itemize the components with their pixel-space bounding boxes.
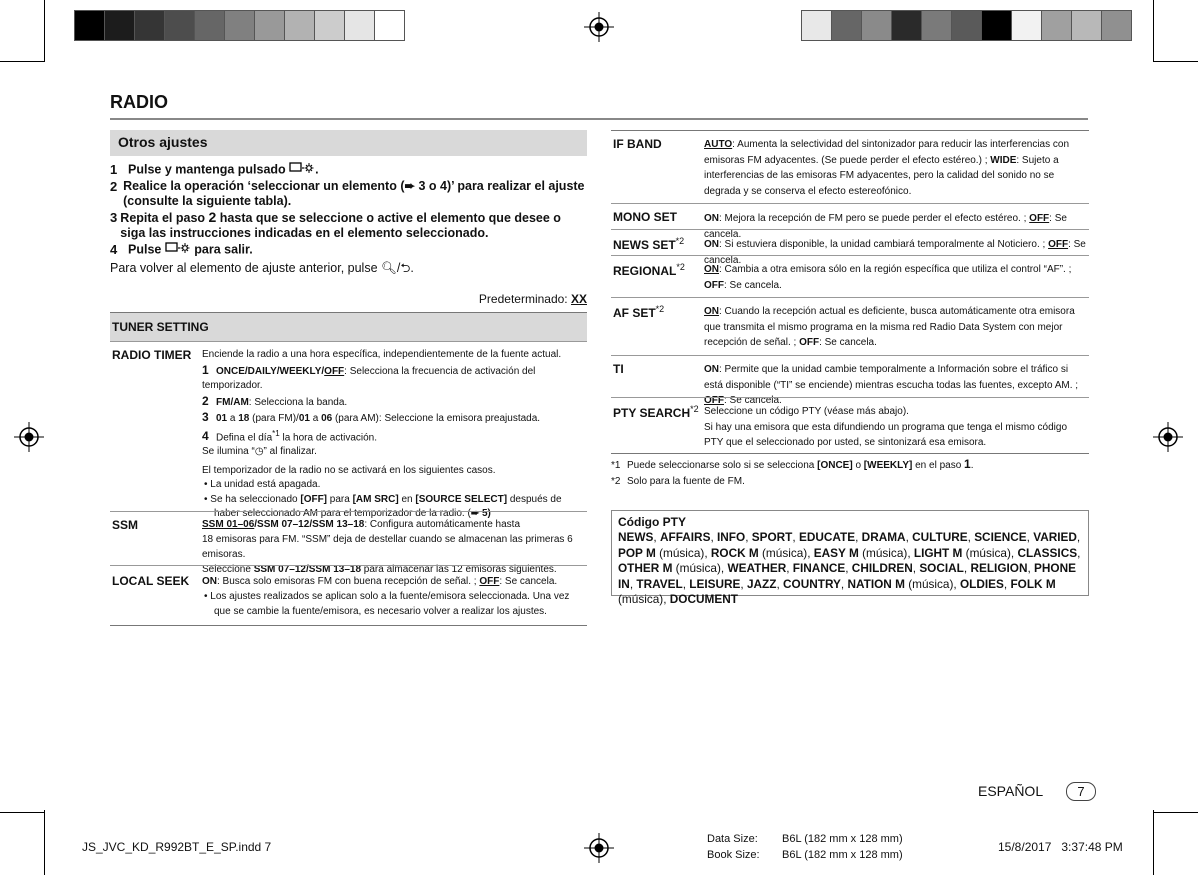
row-description: AUTO: Aumenta la selectividad del sintonizador para reducir las interferencias con emisoras FM adyacentes. (Se puede perder el efecto estéreo.) ; WIDE: Sujeto a interferencias de las emisoras FM adyacentes, pero la calidad del sonido no se degrada y se conserva el efecto estereofónico.: [704, 139, 1070, 197]
color-swatch: [225, 11, 255, 40]
row-label: NEWS SET$^{*2}$: [613, 236, 685, 252]
row-description: SSM 01–06/SSM 07–12/SSM 13–18: Configura automáticamente hasta 18 emisoras para FM. “SSM” deja de destellar cuando se almacenan las primeras 6 emisoras. Seleccione SSM 07–12/SSM 13–18 para almacenar las 12 emisoras siguientes.: [202, 519, 573, 575]
pty-code: EDUCATE: [798, 530, 856, 544]
crop-mark: [1154, 812, 1198, 813]
crop-mark: [1153, 810, 1154, 875]
print-timestamp: 15/8/2017 3:37:48 PM: [998, 840, 1123, 854]
pty-code: PHONE IN: [618, 561, 1076, 591]
step-text: Realice la operación ‘seleccionar un elemento (➨ 3 o 4)’ para realizar el ajuste (consulte la siguiente tabla).: [123, 178, 585, 208]
pty-code-separator: ,: [905, 530, 913, 544]
pty-code-separator: ,: [1026, 530, 1034, 544]
step-item: [110, 162, 585, 179]
pty-code: OTHER M: [618, 561, 673, 575]
color-swatch: [832, 11, 862, 40]
row-label: PTY SEARCH$^{*2}$: [613, 404, 699, 420]
default-note: Predeterminado: XX: [478, 292, 587, 306]
color-bar-right: [801, 10, 1132, 41]
registration-mark-icon: [1153, 422, 1183, 452]
pty-code: FOLK M: [1010, 576, 1056, 591]
color-swatch: [105, 11, 135, 40]
footnote-2: *2 Solo para la fuente de FM.: [611, 476, 745, 487]
pty-code: LIGHT M: [913, 545, 963, 560]
pty-code-separator: (música),: [618, 592, 670, 606]
pty-code: INFO: [717, 530, 746, 544]
registration-mark-icon: [584, 12, 614, 42]
table-row-ti: [611, 355, 1089, 406]
data-size-label: Data Size:: [707, 833, 758, 845]
table-row-local-seek: [110, 565, 587, 624]
footnote-1: *1 Puede seleccionarse solo si se selecciona [ONCE] o [WEEKLY] en el paso 1.: [611, 457, 974, 471]
pty-code-separator: ,: [1077, 545, 1081, 560]
book-size-label: Book Size:: [707, 849, 760, 861]
pty-code-separator: ,: [682, 576, 690, 591]
row-description: ON: Cuando la recepción actual es deficiente, busca automáticamente otra emisora que transmita el mismo programa en la misma red Radio Data System con mejor recepción de señal. ; OFF: Se cancela.: [704, 306, 1075, 348]
color-swatch: [165, 11, 195, 40]
pty-code-separator: ,: [912, 561, 920, 575]
table-header: [110, 313, 587, 341]
row-label: TI: [613, 362, 624, 376]
pty-code-separator: ,: [710, 530, 717, 544]
pty-code-separator: (música),: [758, 545, 814, 560]
footnotes: [611, 456, 1089, 490]
color-swatch: [1012, 11, 1042, 40]
step-text: Repita el paso 2 hasta que se seleccione o active el elemento que desee o siga las instrucciones indicadas en el elemento seleccionado.: [120, 208, 561, 240]
row-label: LOCAL SEEK: [112, 574, 190, 588]
row-description: ON: Permite que la unidad cambie temporalmente a Información sobre el tráfico si está disponible (“TI” se enciende) mientras escucha todas las fuentes, excepto AM. ; OFF: Se cancela.: [704, 364, 1079, 406]
table-row-regional: [611, 255, 1089, 298]
color-swatch: [862, 11, 892, 40]
pty-code-separator: ,: [786, 561, 793, 575]
print-file-name: JS_JVC_KD_R992BT_E_SP.indd 7: [82, 840, 272, 854]
pty-code-separator: ,: [745, 530, 752, 544]
section-rule: [110, 118, 1088, 120]
book-size-value: B6L (182 mm x 128 mm): [782, 849, 903, 861]
row-description: ON: Si estuviera disponible, la unidad cambiará temporalmente al Noticiero. ; OFF: Se cancela.: [704, 239, 1086, 266]
table-header-label: TUNER SETTING: [112, 320, 209, 334]
row-description: ON: Cambia a otra emisora sólo en la región específica que utiliza el control “AF”. ; OFF: Se cancela.: [704, 264, 1072, 291]
pty-code-separator: (música),: [672, 561, 728, 575]
table-row-radio-timer: [110, 341, 587, 520]
table-row-if-band: [611, 131, 1089, 201]
pty-code: RELIGION: [970, 561, 1028, 575]
row-description: Seleccione un código PTY (véase más abajo). Si hay una emisora que esta difundiendo un programa que tenga el mismo código PTY que el seleccionado por usted, se sintonizará esa emisora.: [704, 406, 1068, 448]
row-label: AF SET$^{*2}$: [613, 304, 665, 320]
row-description: Enciende la radio a una hora específica, independientemente de la fuente actual. 1 ONCE/DAILY/WEEKLY/OFF: Selecciona la frecuencia de activación del temporizador. 2 FM/AM: Selecciona la banda. 3 01 a 18 (para FM)/01 a 06 (para AM): Seleccione la emisora preajustada. 4 Defina el día$^{*1}$ la hora de activación. Se ilumina “◷” al finalizar. El temporizador de la radio no se activará en los siguientes casos. • La unidad está apagada. • Se ha seleccionado [OFF] para [AM SRC] en [SOURCE SELECT] después de haber seleccionado AM para el temporizador de la radio. (➨ 5): [202, 349, 562, 520]
color-swatch: [195, 11, 225, 40]
pty-code: SCIENCE: [974, 530, 1027, 544]
pty-code-separator: ,: [840, 576, 848, 591]
pty-code-separator: ,: [963, 561, 971, 575]
pty-code-separator: ,: [1003, 576, 1011, 591]
subsection-title: Otros ajustes: [118, 134, 208, 150]
settings-table-right: [611, 130, 1089, 454]
color-swatch: [75, 11, 105, 40]
return-note: Para volver al elemento de ajuste anterior, pulse 🔍︎/⮌.: [110, 261, 414, 275]
page-language: ESPAÑOL: [978, 783, 1044, 799]
crop-mark: [0, 61, 44, 62]
pty-code: LEISURE: [689, 576, 741, 591]
pty-code: COUNTRY: [783, 576, 841, 591]
pty-code: JAZZ: [746, 576, 777, 591]
search-icon: 🔍︎: [381, 261, 397, 275]
pty-code: SPORT: [751, 530, 793, 544]
display-setup-icon: [165, 242, 191, 259]
pty-code: DRAMA: [861, 530, 906, 544]
row-description: ON: Busca solo emisoras FM con buena recepción de señal. ; OFF: Se cancela. • Los ajustes realizados se aplican solo a la fuente/emisora seleccionada. Una vez que se cambie la fuente/emisora, es necesario volver a realizar los ajustes.: [202, 576, 570, 617]
pty-code: SOCIAL: [919, 561, 964, 575]
row-label: RADIO TIMER: [112, 348, 192, 362]
data-size-value: B6L (182 mm x 128 mm): [782, 833, 903, 845]
pty-code: CULTURE: [912, 530, 968, 544]
table-row-news-set: [611, 229, 1089, 266]
back-icon: ⮌: [400, 261, 411, 275]
color-swatch: [982, 11, 1012, 40]
pty-code-separator: (música),: [904, 576, 960, 591]
pty-code: CLASSICS: [1017, 545, 1078, 560]
color-swatch: [135, 11, 165, 40]
pty-code: FINANCE: [792, 561, 846, 575]
row-description: ON: Mejora la recepción de FM pero se puede perder el efecto estéreo. ; OFF: Se cancela.: [704, 213, 1067, 240]
pty-code-separator: ,: [855, 530, 862, 544]
row-label: REGIONAL$^{*2}$: [613, 262, 685, 278]
step-item: [110, 242, 585, 259]
crop-mark: [1154, 61, 1198, 62]
pty-code-separator: (música),: [655, 545, 711, 560]
pty-code-separator: ,: [792, 530, 799, 544]
color-swatch: [375, 11, 404, 40]
color-swatch: [892, 11, 922, 40]
color-swatch: [315, 11, 345, 40]
tuner-setting-table: [110, 312, 587, 626]
pty-code: POP M: [618, 545, 656, 560]
row-label: SSM: [112, 518, 139, 532]
step-item: [110, 179, 585, 210]
crop-mark: [44, 0, 45, 62]
row-label: IF BAND: [613, 137, 662, 151]
crop-mark: [1153, 0, 1154, 62]
pty-code: TRAVEL: [636, 576, 683, 591]
color-swatch: [1102, 11, 1131, 40]
row-label: MONO SET: [613, 210, 678, 224]
pty-code-list: [618, 530, 1084, 608]
color-swatch: [285, 11, 315, 40]
pty-code: NEWS: [618, 530, 654, 544]
pty-code-separator: ,: [1027, 561, 1035, 575]
page-number: 7: [1066, 782, 1096, 801]
pty-code: OLDIES: [959, 576, 1004, 591]
table-row-mono-set: [611, 203, 1089, 240]
crop-mark: [0, 812, 44, 813]
step-item: [110, 210, 585, 242]
pty-code-separator: ,: [740, 576, 747, 591]
pty-code-separator: ,: [629, 576, 637, 591]
step-text: Pulse para salir.: [128, 242, 253, 257]
arrow-right-icon: ➨: [404, 178, 419, 193]
pty-code: ROCK M: [710, 545, 759, 560]
pty-code-separator: (música),: [962, 545, 1018, 560]
clock-icon: ◷: [254, 446, 264, 458]
step-number: 4: [110, 241, 118, 257]
color-swatch: [802, 11, 832, 40]
registration-mark-icon: [14, 422, 44, 452]
steps-list: [110, 162, 585, 277]
color-swatch: [922, 11, 952, 40]
pty-box-title: Código PTY: [618, 515, 686, 529]
pty-code: EASY M: [813, 545, 859, 560]
pty-code: DOCUMENT: [669, 592, 738, 606]
pty-code-separator: ,: [1076, 530, 1081, 544]
pty-code: WEATHER: [727, 561, 787, 575]
pty-code: CHILDREN: [851, 561, 913, 575]
pty-code-separator: (música),: [858, 545, 914, 560]
section-title: RADIO: [110, 92, 168, 112]
color-swatch: [255, 11, 285, 40]
display-setup-icon: [289, 162, 315, 179]
pty-code: AFFAIRS: [659, 530, 711, 544]
step-text: Pulse y mantenga pulsado .: [128, 162, 319, 177]
step-number: 3: [110, 209, 118, 225]
color-swatch: [1042, 11, 1072, 40]
pty-code-box: [611, 510, 1089, 606]
color-swatch: [1072, 11, 1102, 40]
pty-code-separator: ,: [776, 576, 784, 591]
pty-code-separator: ,: [967, 530, 975, 544]
table-row-pty-search: [611, 397, 1089, 452]
pty-code: VARIED: [1033, 530, 1077, 544]
crop-mark: [44, 810, 45, 875]
subsection-header: [110, 130, 587, 156]
color-swatch: [345, 11, 375, 40]
table-row-af-set: [611, 297, 1089, 356]
pty-code-separator: ,: [653, 530, 660, 544]
arrow-right-icon: ➨: [470, 508, 482, 520]
step-number: 2: [110, 178, 118, 194]
step-number: 1: [110, 162, 118, 177]
table-row-ssm: [110, 511, 587, 575]
pty-code: NATION M: [847, 576, 905, 591]
color-bar-left: [74, 10, 405, 41]
pty-code-separator: ,: [845, 561, 852, 575]
color-swatch: [952, 11, 982, 40]
registration-mark-icon: [584, 833, 614, 863]
